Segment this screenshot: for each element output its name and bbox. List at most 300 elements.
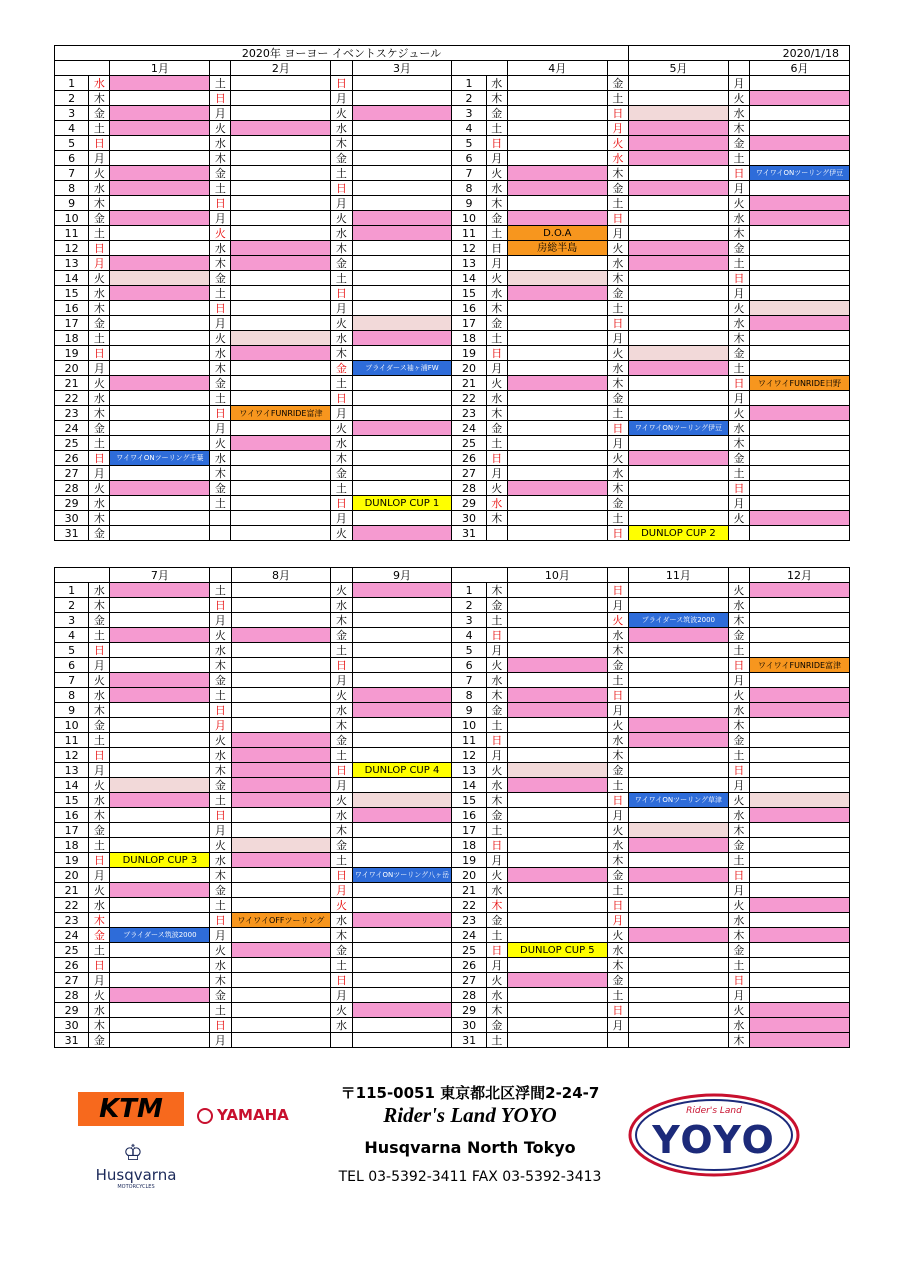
weekday: 金	[331, 361, 352, 376]
day-number: 25	[55, 943, 89, 958]
day-number: 12	[55, 241, 89, 256]
day-row	[55, 136, 850, 151]
day-cell	[110, 211, 210, 226]
weekday: 金	[728, 943, 749, 958]
weekday: 月	[728, 988, 749, 1003]
day-cell	[628, 943, 728, 958]
day-cell	[750, 466, 850, 481]
day-number: 21	[55, 376, 89, 391]
month-header: 8月	[231, 568, 331, 583]
day-row	[55, 316, 850, 331]
weekday: 火	[210, 121, 231, 136]
weekday: 土	[486, 613, 507, 628]
day-cell	[352, 643, 452, 658]
weekday: 土	[210, 181, 231, 196]
weekday: 火	[728, 406, 749, 421]
weekday: 金	[607, 973, 628, 988]
day-cell	[507, 361, 607, 376]
weekday: 水	[89, 583, 110, 598]
day-cell	[507, 658, 607, 673]
day-cell	[507, 406, 607, 421]
weekday: 水	[210, 748, 231, 763]
day-row	[55, 346, 850, 361]
day-cell	[110, 808, 210, 823]
day-cell	[352, 301, 452, 316]
weekday: 火	[331, 211, 352, 226]
day-number: 12	[452, 748, 486, 763]
day-cell	[352, 226, 452, 241]
weekday: 木	[486, 91, 507, 106]
weekday: 木	[607, 643, 628, 658]
day-cell	[352, 436, 452, 451]
weekday: 月	[331, 673, 352, 688]
day-cell	[750, 643, 850, 658]
weekday: 月	[331, 778, 352, 793]
weekday	[728, 526, 749, 541]
day-cell	[507, 733, 607, 748]
day-number: 24	[452, 421, 486, 436]
day-cell	[628, 598, 728, 613]
day-cell	[352, 883, 452, 898]
weekday: 金	[210, 376, 231, 391]
weekday: 土	[89, 436, 110, 451]
day-row	[55, 628, 850, 643]
day-cell	[507, 331, 607, 346]
day-cell	[507, 526, 607, 541]
day-cell	[352, 211, 452, 226]
day-cell	[231, 838, 331, 853]
day-number: 10	[452, 718, 486, 733]
weekday: 月	[607, 226, 628, 241]
weekday: 日	[89, 958, 110, 973]
day-cell	[629, 376, 729, 391]
weekday: 月	[89, 256, 110, 271]
day-cell	[231, 301, 331, 316]
weekday: 月	[210, 316, 231, 331]
weekday: 金	[607, 868, 628, 883]
event-label: ワイワイONツーリング八ヶ岳	[354, 870, 450, 879]
shop-name: Rider's Land YOYO	[383, 1103, 557, 1127]
month-header-row	[55, 568, 850, 583]
weekday: 水	[486, 778, 507, 793]
day-cell	[352, 481, 452, 496]
weekday: 金	[331, 943, 352, 958]
day-cell	[231, 286, 331, 301]
day-row	[55, 196, 850, 211]
day-cell	[629, 481, 729, 496]
weekday: 金	[210, 166, 231, 181]
day-number: 4	[55, 121, 89, 136]
day-cell	[352, 151, 452, 166]
weekday: 金	[331, 733, 352, 748]
day-row	[55, 181, 850, 196]
weekday: 金	[210, 481, 231, 496]
weekday: 火	[89, 988, 110, 1003]
day-number: 1	[452, 76, 486, 91]
day-cell	[507, 346, 607, 361]
weekday: 日	[607, 526, 628, 541]
day-cell	[110, 376, 210, 391]
weekday: 火	[607, 718, 628, 733]
day-cell	[231, 226, 331, 241]
weekday: 土	[607, 778, 628, 793]
day-cell	[628, 853, 728, 868]
day-cell	[231, 76, 331, 91]
day-cell	[352, 286, 452, 301]
yamaha-tuning-fork-icon	[197, 1108, 213, 1124]
weekday: 土	[210, 1003, 231, 1018]
weekday: 金	[89, 1033, 110, 1048]
weekday: 水	[607, 943, 628, 958]
weekday: 木	[486, 1003, 507, 1018]
day-cell	[750, 121, 850, 136]
weekday: 日	[331, 76, 352, 91]
weekday: 水	[486, 988, 507, 1003]
day-number: 30	[452, 1018, 486, 1033]
day-cell	[352, 511, 452, 526]
weekday: 月	[210, 718, 231, 733]
day-number: 11	[55, 226, 89, 241]
day-number: 14	[55, 271, 89, 286]
day-cell	[629, 511, 729, 526]
day-cell	[231, 331, 331, 346]
weekday: 木	[486, 793, 507, 808]
weekday: 日	[607, 898, 628, 913]
day-row	[55, 91, 850, 106]
day-number: 17	[452, 316, 486, 331]
day-number: 10	[55, 211, 89, 226]
weekday: 土	[728, 748, 749, 763]
day-cell	[110, 838, 210, 853]
issue-date: 2020/1/18	[629, 46, 850, 61]
day-cell	[507, 481, 607, 496]
day-number: 24	[55, 421, 89, 436]
weekday: 木	[728, 718, 749, 733]
weekday: 月	[607, 1018, 628, 1033]
month-header: 6月	[750, 61, 850, 76]
weekday: 水	[607, 838, 628, 853]
weekday: 木	[486, 898, 507, 913]
weekday: 金	[331, 838, 352, 853]
day-cell	[352, 376, 452, 391]
day-cell	[750, 436, 850, 451]
day-number: 12	[55, 748, 89, 763]
day-number: 24	[452, 928, 486, 943]
weekday: 金	[89, 718, 110, 733]
weekday: 土	[89, 838, 110, 853]
weekday: 金	[331, 151, 352, 166]
weekday: 火	[607, 613, 628, 628]
event-cell	[352, 868, 452, 883]
weekday: 水	[486, 76, 507, 91]
day-cell	[352, 838, 452, 853]
weekday: 日	[607, 688, 628, 703]
day-cell	[231, 91, 331, 106]
event-label: ワイワイONツーリング伊豆	[634, 423, 723, 432]
weekday: 水	[486, 391, 507, 406]
page-title: 2020年 ヨーヨー イベントスケジュール	[55, 46, 629, 61]
weekday: 木	[607, 481, 628, 496]
day-cell	[629, 466, 729, 481]
weekday: 土	[728, 151, 749, 166]
day-cell	[629, 451, 729, 466]
day-cell	[750, 271, 850, 286]
day-number: 1	[55, 76, 89, 91]
day-cell	[507, 76, 607, 91]
weekday: 水	[331, 598, 352, 613]
day-cell	[628, 748, 728, 763]
weekday: 火	[486, 763, 507, 778]
day-cell	[629, 211, 729, 226]
day-cell	[110, 361, 210, 376]
day-number: 27	[452, 466, 486, 481]
day-row	[55, 271, 850, 286]
weekday: 金	[210, 883, 231, 898]
day-cell	[231, 136, 331, 151]
day-cell	[507, 718, 607, 733]
day-cell	[231, 271, 331, 286]
day-number: 27	[55, 973, 89, 988]
day-cell	[507, 391, 607, 406]
weekday: 火	[210, 436, 231, 451]
day-cell	[352, 973, 452, 988]
day-cell	[750, 391, 850, 406]
event-cell	[110, 451, 210, 466]
weekday: 火	[486, 868, 507, 883]
weekday: 土	[728, 853, 749, 868]
day-row	[55, 943, 850, 958]
weekday: 木	[210, 658, 231, 673]
day-number: 26	[452, 451, 486, 466]
day-cell	[352, 613, 452, 628]
weekday: 水	[331, 436, 352, 451]
day-cell	[110, 271, 210, 286]
day-cell	[110, 301, 210, 316]
weekday: 土	[607, 196, 628, 211]
day-cell	[750, 808, 850, 823]
weekday: 金	[728, 346, 749, 361]
weekday: 火	[210, 733, 231, 748]
weekday: 土	[728, 466, 749, 481]
weekday: 火	[210, 838, 231, 853]
day-cell	[352, 316, 452, 331]
day-cell	[507, 868, 607, 883]
weekday: 火	[728, 511, 749, 526]
day-cell	[628, 928, 728, 943]
day-cell	[352, 136, 452, 151]
day-number: 1	[452, 583, 486, 598]
weekday: 土	[331, 166, 352, 181]
day-row	[55, 808, 850, 823]
day-cell	[507, 1018, 607, 1033]
day-cell	[352, 196, 452, 211]
weekday: 土	[486, 823, 507, 838]
weekday: 火	[331, 106, 352, 121]
day-cell	[507, 583, 607, 598]
weekday: 水	[607, 733, 628, 748]
day-cell	[628, 643, 728, 658]
weekday: 水	[728, 106, 749, 121]
weekday: 月	[486, 643, 507, 658]
day-number: 28	[55, 988, 89, 1003]
weekday: 土	[331, 748, 352, 763]
weekday: 火	[486, 166, 507, 181]
weekday: 日	[728, 376, 749, 391]
weekday: 金	[486, 703, 507, 718]
day-number: 16	[452, 808, 486, 823]
weekday: 火	[89, 883, 110, 898]
weekday: 金	[728, 733, 749, 748]
weekday: 月	[210, 106, 231, 121]
weekday: 金	[331, 466, 352, 481]
weekday: 火	[331, 898, 352, 913]
day-number: 11	[452, 226, 486, 241]
weekday: 火	[728, 91, 749, 106]
event-cell	[629, 421, 729, 436]
day-cell	[352, 808, 452, 823]
weekday: 水	[89, 391, 110, 406]
weekday: 水	[89, 898, 110, 913]
weekday: 金	[728, 451, 749, 466]
day-number: 22	[55, 391, 89, 406]
weekday: 水	[607, 628, 628, 643]
day-cell	[110, 406, 210, 421]
weekday: 日	[607, 106, 628, 121]
weekday: 金	[210, 778, 231, 793]
day-number: 1	[55, 583, 89, 598]
day-number: 3	[452, 106, 486, 121]
day-cell	[110, 973, 210, 988]
day-cell	[231, 481, 331, 496]
weekday: 木	[210, 973, 231, 988]
weekday: 木	[728, 226, 749, 241]
day-number: 8	[55, 181, 89, 196]
day-cell	[352, 988, 452, 1003]
weekday: 月	[486, 853, 507, 868]
day-row	[55, 481, 850, 496]
day-number: 11	[452, 733, 486, 748]
weekday: 土	[607, 301, 628, 316]
day-cell	[507, 778, 607, 793]
day-cell	[750, 628, 850, 643]
weekday: 金	[89, 421, 110, 436]
day-row	[55, 748, 850, 763]
day-cell	[110, 316, 210, 331]
day-cell	[629, 271, 729, 286]
weekday: 日	[607, 421, 628, 436]
day-cell	[110, 166, 210, 181]
event-cell	[750, 658, 850, 673]
ktm-logo: KTM	[78, 1092, 184, 1126]
day-cell	[750, 943, 850, 958]
event-label: ワイワイONツーリング千葉	[116, 453, 204, 462]
weekday: 土	[331, 643, 352, 658]
weekday: 土	[486, 436, 507, 451]
weekday: 木	[607, 958, 628, 973]
day-cell	[352, 778, 452, 793]
event-cell	[750, 376, 850, 391]
day-cell	[110, 481, 210, 496]
day-cell	[231, 628, 331, 643]
day-cell	[750, 136, 850, 151]
day-cell	[628, 733, 728, 748]
weekday: 水	[210, 241, 231, 256]
day-cell	[231, 598, 331, 613]
day-number: 7	[452, 166, 486, 181]
weekday: 金	[331, 628, 352, 643]
day-cell	[110, 898, 210, 913]
day-number: 13	[452, 763, 486, 778]
weekday: 火	[331, 1003, 352, 1018]
day-number: 6	[55, 151, 89, 166]
day-number: 23	[452, 406, 486, 421]
day-number: 7	[55, 673, 89, 688]
weekday: 月	[89, 763, 110, 778]
day-cell	[628, 1033, 728, 1048]
day-number: 23	[55, 913, 89, 928]
weekday: 月	[607, 913, 628, 928]
weekday: 月	[728, 496, 749, 511]
day-cell	[231, 211, 331, 226]
weekday: 土	[728, 643, 749, 658]
weekday: 火	[89, 271, 110, 286]
day-number: 17	[55, 823, 89, 838]
day-number: 26	[55, 451, 89, 466]
event-cell	[110, 853, 210, 868]
day-row	[55, 793, 850, 808]
day-number: 17	[452, 823, 486, 838]
weekday: 金	[210, 988, 231, 1003]
shop-phone: TEL 03-5392-3411 FAX 03-5392-3413	[338, 1169, 602, 1185]
day-cell	[352, 733, 452, 748]
weekday: 土	[210, 496, 231, 511]
day-cell	[110, 436, 210, 451]
day-row	[55, 226, 850, 241]
weekday: 木	[486, 583, 507, 598]
day-cell	[628, 658, 728, 673]
day-cell	[750, 361, 850, 376]
day-number: 15	[55, 793, 89, 808]
day-number: 15	[452, 286, 486, 301]
weekday: 木	[331, 718, 352, 733]
weekday: 土	[89, 331, 110, 346]
day-cell	[231, 973, 331, 988]
day-cell	[628, 868, 728, 883]
month-header: 1月	[110, 61, 210, 76]
day-row	[55, 958, 850, 973]
day-cell	[750, 181, 850, 196]
day-cell	[352, 166, 452, 181]
weekday: 月	[210, 1033, 231, 1048]
day-cell	[352, 853, 452, 868]
day-cell	[507, 598, 607, 613]
weekday: 木	[89, 808, 110, 823]
day-cell	[110, 121, 210, 136]
day-cell	[507, 748, 607, 763]
day-number: 7	[452, 673, 486, 688]
day-cell	[507, 628, 607, 643]
day-number: 26	[452, 958, 486, 973]
day-cell	[110, 643, 210, 658]
day-number: 25	[452, 436, 486, 451]
day-cell	[628, 823, 728, 838]
day-cell	[110, 778, 210, 793]
day-cell	[110, 913, 210, 928]
day-number: 29	[55, 496, 89, 511]
weekday: 火	[89, 673, 110, 688]
weekday: 日	[210, 196, 231, 211]
day-number: 22	[55, 898, 89, 913]
